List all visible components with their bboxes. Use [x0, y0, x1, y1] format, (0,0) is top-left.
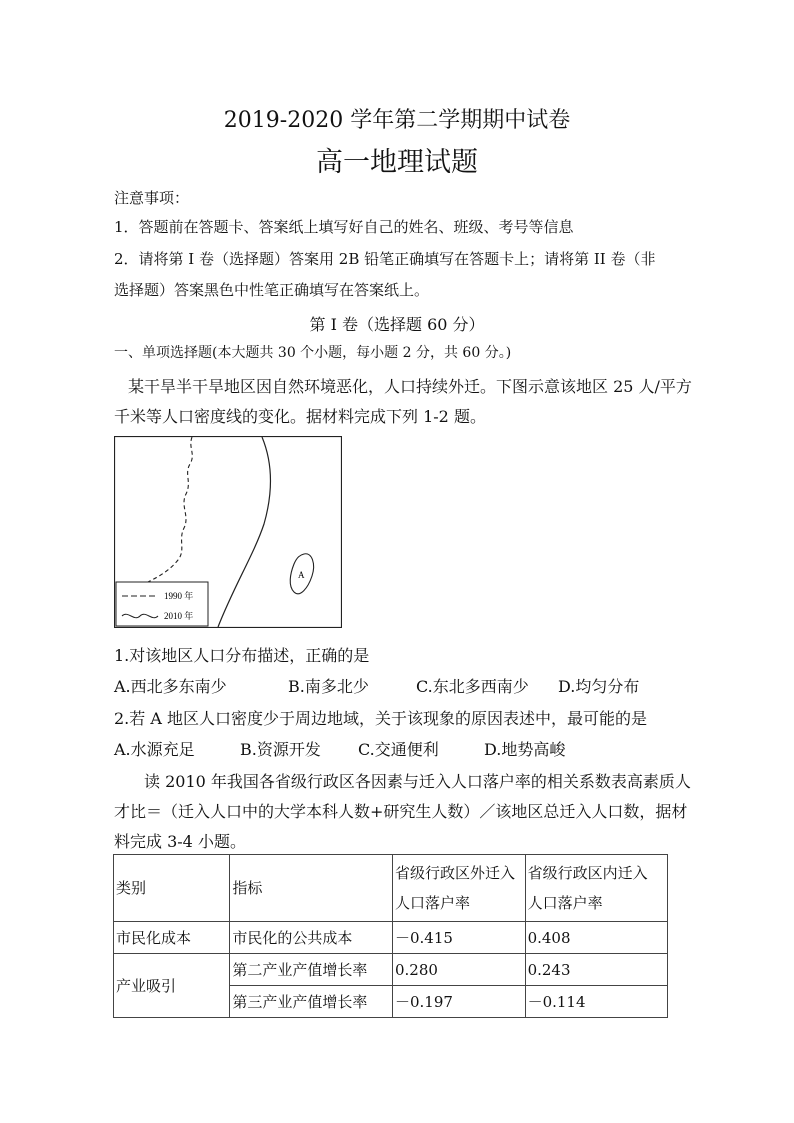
cell-outside: －0.197	[392, 986, 525, 1018]
table-header-row	[114, 855, 668, 922]
exam-title: 2019-2020 学年第二学期期中试卷	[223, 108, 571, 133]
line-2010	[218, 437, 271, 627]
material2-line3: 料完成 3-4 小题。	[114, 832, 246, 851]
question-1-option-d: D.均匀分布	[558, 677, 640, 696]
cell-category: 产业吸引	[114, 954, 230, 1018]
header-inside-line2: 人口落户率	[527, 894, 603, 912]
notice-item-2-line2: 选择题）答案黑色中性笔正确填写在答案纸上。	[114, 281, 430, 299]
question-2-option-d: D.地势高峻	[484, 740, 566, 759]
cell-indicator: 市民化的公共成本	[230, 922, 393, 954]
material2-line2: 才比＝（迁入人口中的大学本科人数+研究生人数）／该地区总迁入人口数，据材	[114, 802, 688, 821]
notice-item-1: 1．答题前在答题卡、答案纸上填写好自己的姓名、班级、考号等信息	[114, 218, 574, 236]
question-2-option-c: C.交通便利	[358, 740, 439, 759]
cell-indicator: 第二产业产值增长率	[230, 954, 393, 986]
header-outside-rate	[392, 855, 525, 922]
header-inside-line1: 省级行政区内迁入	[527, 864, 648, 882]
question-2-option-a: A.水源充足	[114, 740, 195, 759]
part-heading: 一、单项选择题(本大题共 30 个小题，每小题 2 分，共 60 分。)	[114, 345, 512, 361]
cell-category: 市民化成本	[114, 922, 230, 954]
question-1-option-a: A.西北多东南少	[114, 677, 227, 696]
table-row	[114, 922, 668, 954]
population-density-map	[114, 436, 342, 628]
notice-item-2-line1: 2．请将第 I 卷（选择题）答案用 2B 铅笔正确填写在答题卡上；请将第 II 卷（非	[114, 250, 656, 268]
material2-line1: 读 2010 年我国各省级行政区各因素与迁入人口落户率的相关系数表高素质人	[144, 772, 691, 791]
question-2-stem: 2.若 A 地区人口密度少于周边地域，关于该现象的原因表述中，最可能的是	[114, 709, 647, 728]
cell-outside: 0.280	[392, 954, 525, 986]
header-outside-line2: 人口落户率	[394, 894, 470, 912]
line-1990	[148, 437, 192, 582]
question-1-stem: 1.对该地区人口分布描述，正确的是	[114, 646, 370, 665]
question-2-option-b: B.资源开发	[240, 740, 321, 759]
header-inside-rate	[525, 855, 667, 922]
question-1-option-b: B.南多北少	[288, 677, 369, 696]
area-a-label: A	[298, 570, 305, 580]
table-row	[114, 954, 668, 986]
notice-heading: 注意事项：	[114, 189, 190, 207]
exam-subtitle: 高一地理试题	[316, 147, 478, 178]
header-indicator: 指标	[230, 855, 393, 922]
material1-line1: 某干旱半干旱地区因自然环境恶化，人口持续外迁。下图示意该地区 25 人/平方	[128, 377, 692, 396]
cell-inside: 0.408	[525, 922, 667, 954]
map-legend-box	[116, 582, 208, 626]
section-title: 第 I 卷（选择题 60 分）	[309, 315, 485, 334]
cell-outside: －0.415	[392, 922, 525, 954]
cell-inside: －0.114	[525, 986, 667, 1018]
correlation-table	[113, 854, 668, 1018]
legend-1990-label: 1990 年	[164, 591, 194, 601]
cell-indicator: 第三产业产值增长率	[230, 986, 393, 1018]
legend-2010-label: 2010 年	[164, 611, 194, 621]
header-outside-line1: 省级行政区外迁入	[394, 864, 515, 882]
question-1-option-c: C.东北多西南少	[416, 677, 529, 696]
header-category: 类别	[114, 855, 230, 922]
cell-inside: 0.243	[525, 954, 667, 986]
material1-line2: 千米等人口密度线的变化。据材料完成下列 1-2 题。	[114, 407, 486, 426]
